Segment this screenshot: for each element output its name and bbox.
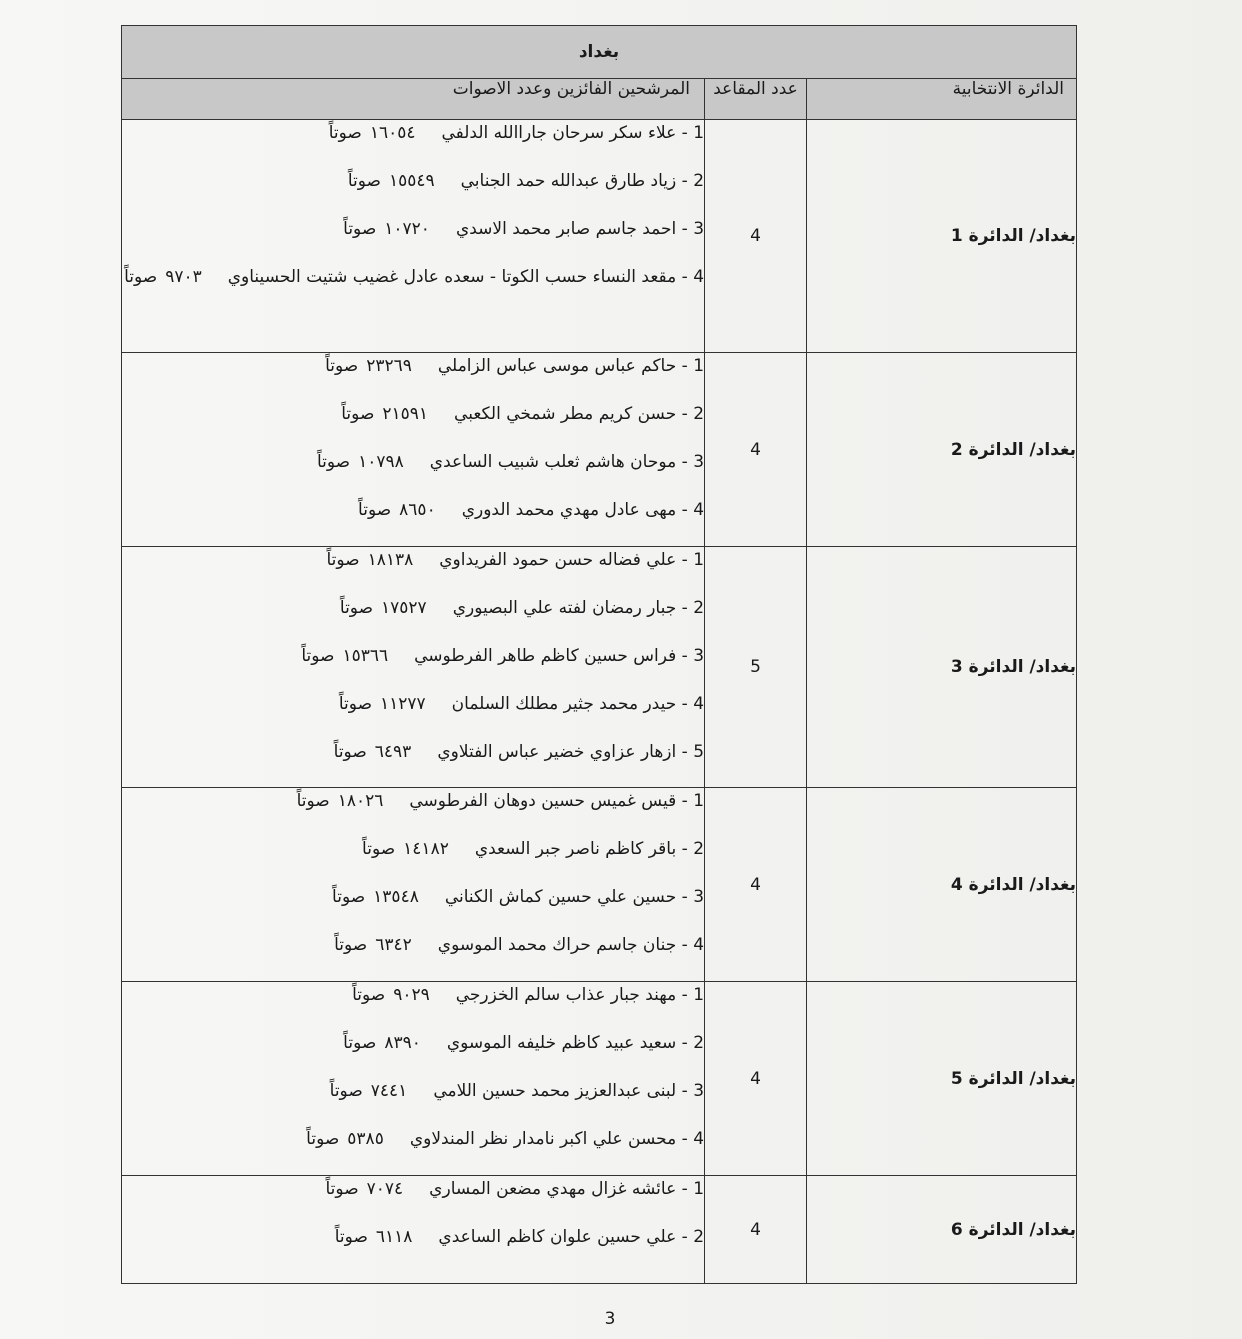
vote-number: ٦١١٨ <box>375 1227 413 1247</box>
candidate-name: مهند جبار عذاب سالم الخزرجي <box>455 985 677 1005</box>
candidate-name: حسين علي حسين كماش الكناني <box>444 887 677 907</box>
candidate-name: جنان جاسم حراك محمد الموسوي <box>437 935 677 955</box>
candidate-name: عائشه غزال مهدي مضعن المساري <box>429 1179 677 1199</box>
vote-count <box>343 216 430 242</box>
candidate-number: 1 - <box>681 356 705 376</box>
list-item <box>122 643 704 691</box>
list-item <box>122 353 704 401</box>
list-item <box>122 836 704 884</box>
candidate-number: 2 - <box>681 171 705 191</box>
vote-count <box>340 595 427 621</box>
candidate-number: 3 - <box>681 219 705 239</box>
list-item <box>122 788 704 836</box>
vote-count <box>334 739 412 765</box>
candidate-number: 4 - <box>681 1129 705 1149</box>
vote-number: ١١٢٧٧ <box>380 694 426 714</box>
vote-number: ٧٤٤١ <box>370 1081 408 1101</box>
candidate-name: علي فضاله حسن حمود الفريداوي <box>439 550 677 570</box>
seat-count: 4 <box>705 982 807 1176</box>
seat-count: 4 <box>705 788 807 982</box>
list-item <box>122 982 704 1030</box>
candidate-name: علاء سكر سرحان جاراالله الدلفي <box>441 123 677 143</box>
vote-count <box>301 643 388 669</box>
seat-count: 4 <box>705 120 807 353</box>
table-row <box>122 788 1077 982</box>
vote-count <box>124 264 202 290</box>
candidate-name: حيدر محمد جثير مطلك السلمان <box>451 694 677 714</box>
vote-count <box>352 982 430 1008</box>
list-item <box>122 932 704 980</box>
candidate-number: 3 - <box>681 1081 705 1101</box>
vote-unit: صوتاً <box>362 839 396 859</box>
district-name: بغداد/ الدائرة 4 <box>807 788 1077 982</box>
vote-count <box>358 497 436 523</box>
list-item <box>122 401 704 449</box>
candidate-list <box>122 788 704 980</box>
vote-number: ٩٠٢٩ <box>393 985 430 1005</box>
vote-unit: صوتاً <box>325 356 359 376</box>
candidate-name: مقعد النساء حسب الكوتا - سعده عادل غضيب شتيت الحسيناوي <box>227 267 677 287</box>
vote-number: ٨٣٩٠ <box>384 1033 421 1053</box>
candidates-cell <box>122 982 705 1176</box>
vote-unit: صوتاً <box>343 1033 377 1053</box>
seat-count: 4 <box>705 1176 807 1284</box>
vote-unit: صوتاً <box>358 500 392 520</box>
vote-count <box>329 120 416 146</box>
candidate-name: مهى عادل مهدي محمد الدوري <box>461 500 677 520</box>
candidate-number: 2 - <box>681 1033 705 1053</box>
candidate-number: 2 - <box>681 598 705 618</box>
vote-number: ٦٣٤٢ <box>375 935 412 955</box>
vote-unit: صوتاً <box>334 1227 368 1247</box>
candidate-number: 4 - <box>681 267 705 287</box>
candidate-number: 1 - <box>681 791 705 811</box>
vote-count <box>343 1030 421 1056</box>
vote-unit: صوتاً <box>338 694 373 714</box>
vote-unit: صوتاً <box>343 219 377 239</box>
list-item <box>122 1224 704 1272</box>
vote-unit: صوتاً <box>328 123 362 143</box>
candidate-number: 4 - <box>681 935 705 955</box>
vote-number: ١٠٧٢٠ <box>384 219 430 239</box>
candidate-name: قيس غميس حسين دوهان الفرطوسي <box>409 791 677 811</box>
vote-unit: صوتاً <box>296 791 330 811</box>
list-item <box>122 264 704 326</box>
vote-count <box>341 401 428 427</box>
vote-unit: صوتاً <box>341 404 375 424</box>
district-name: بغداد/ الدائرة 6 <box>807 1176 1077 1284</box>
vote-number: ١٣٥٤٨ <box>373 887 419 907</box>
vote-number: ١٧٥٢٧ <box>381 598 427 618</box>
vote-number: ٨٦٥٠ <box>399 500 436 520</box>
results-body <box>122 120 1077 1284</box>
candidate-number: 3 - <box>681 646 705 666</box>
vote-unit: صوتاً <box>329 1081 363 1101</box>
list-item <box>122 547 704 595</box>
list-item <box>122 497 704 545</box>
table-row <box>122 1176 1077 1284</box>
candidate-number: 1 - <box>681 123 705 143</box>
candidate-number: 1 - <box>681 1179 705 1199</box>
vote-number: ٢١٥٩١ <box>382 404 429 424</box>
vote-count <box>297 788 384 814</box>
candidate-name: حسن كريم مطر شمخي الكعبي <box>454 404 677 424</box>
list-item <box>122 1176 704 1224</box>
list-item <box>122 739 704 787</box>
district-name: بغداد/ الدائرة 2 <box>807 353 1077 547</box>
candidate-name: موحان هاشم ثعلب شبيب الساعدي <box>429 452 677 472</box>
candidate-number: 3 - <box>681 452 705 472</box>
seat-count: 4 <box>705 353 807 547</box>
vote-unit: صوتاً <box>326 550 360 570</box>
vote-count <box>326 547 413 573</box>
candidate-name: زياد طارق عبدالله حمد الجنابي <box>460 171 677 191</box>
list-item <box>122 1078 704 1126</box>
vote-number: ١٠٧٩٨ <box>358 452 404 472</box>
list-item <box>122 449 704 497</box>
vote-number: ٩٧٠٣ <box>165 267 202 287</box>
vote-count <box>339 691 426 717</box>
candidate-name: حاكم عباس موسى عباس الزاملي <box>437 356 677 376</box>
vote-unit: صوتاً <box>334 935 368 955</box>
candidate-list <box>122 982 704 1174</box>
candidate-name: محسن علي اكبر نامدار نظر المندلاوي <box>409 1129 677 1149</box>
vote-unit: صوتاً <box>333 742 367 762</box>
candidate-number: 2 - <box>681 404 705 424</box>
table-title-row <box>122 26 1077 79</box>
vote-unit: صوتاً <box>306 1129 340 1149</box>
candidate-number: 1 - <box>681 985 705 1005</box>
table-row <box>122 120 1077 353</box>
vote-count <box>332 884 419 910</box>
candidate-name: احمد جاسم صابر محمد الاسدي <box>455 219 677 239</box>
vote-unit: صوتاً <box>352 985 386 1005</box>
candidate-name: علي حسين علوان كاظم الساعدي <box>438 1227 677 1247</box>
vote-number: ١٥٣٦٦ <box>342 646 389 666</box>
vote-count <box>335 1224 413 1250</box>
header-district: الدائرة الانتخابية <box>807 79 1077 120</box>
candidate-name: فراس حسين كاظم طاهر الفرطوسي <box>414 646 677 666</box>
vote-unit: صوتاً <box>325 1179 359 1199</box>
list-item <box>122 1126 704 1174</box>
vote-count <box>330 1078 408 1104</box>
list-item <box>122 216 704 264</box>
candidate-list <box>122 1176 704 1272</box>
results-table <box>121 25 1077 1284</box>
candidates-cell <box>122 353 705 547</box>
candidate-list <box>122 353 704 545</box>
candidates-cell <box>122 120 705 353</box>
vote-unit: صوتاً <box>339 598 374 618</box>
header-row <box>122 79 1077 120</box>
vote-number: ١٦٠٥٤ <box>369 123 416 143</box>
candidate-number: 4 - <box>681 694 705 714</box>
candidate-number: 3 - <box>681 887 705 907</box>
table-row <box>122 353 1077 547</box>
vote-count <box>362 836 449 862</box>
vote-unit: صوتاً <box>347 171 381 191</box>
vote-number: ٦٤٩٣ <box>374 742 412 762</box>
list-item <box>122 691 704 739</box>
district-name: بغداد/ الدائرة 1 <box>807 120 1077 353</box>
vote-number: ٢٣٢٦٩ <box>366 356 412 376</box>
candidate-name: لبنى عبدالعزيز محمد حسين اللامي <box>433 1081 677 1101</box>
vote-count <box>306 1126 384 1152</box>
vote-unit: صوتاً <box>316 452 351 472</box>
vote-count <box>326 1176 404 1202</box>
list-item <box>122 120 704 168</box>
vote-number: ٥٣٨٥ <box>347 1129 384 1149</box>
candidate-number: 1 - <box>681 550 705 570</box>
header-seats: عدد المقاعد <box>705 79 807 120</box>
candidate-number: 2 - <box>681 839 705 859</box>
vote-count <box>325 353 412 379</box>
seat-count: 5 <box>705 547 807 788</box>
candidate-number: 4 - <box>681 500 705 520</box>
candidate-number: 5 - <box>681 742 705 762</box>
candidate-name: باقر كاظم ناصر جبر السعدي <box>474 839 677 859</box>
vote-number: ١٥٥٤٩ <box>388 171 435 191</box>
candidate-list <box>122 547 704 787</box>
vote-unit: صوتاً <box>332 887 366 907</box>
vote-unit: صوتاً <box>124 267 158 287</box>
header-candidates: المرشحين الفائزين وعدد الاصوات <box>122 79 705 120</box>
vote-number: ١٨١٣٨ <box>367 550 414 570</box>
candidates-cell <box>122 1176 705 1284</box>
page-number: 3 <box>604 1309 616 1329</box>
candidate-name: جبار رمضان لفته علي البصيوري <box>452 598 677 618</box>
list-item <box>122 884 704 932</box>
vote-number: ١٤١٨٢ <box>403 839 449 859</box>
candidate-list <box>122 120 704 326</box>
candidates-cell <box>122 788 705 982</box>
list-item <box>122 1030 704 1078</box>
candidate-name: سعيد عبيد كاظم خليفه الموسوي <box>446 1033 677 1053</box>
vote-number: ١٨٠٢٦ <box>337 791 384 811</box>
vote-count <box>334 932 412 958</box>
table-row <box>122 982 1077 1176</box>
district-name: بغداد/ الدائرة 3 <box>807 547 1077 788</box>
list-item <box>122 168 704 216</box>
vote-number: ٧٠٧٤ <box>366 1179 404 1199</box>
vote-count <box>317 449 404 475</box>
candidate-number: 2 - <box>681 1227 705 1247</box>
candidates-cell <box>122 547 705 788</box>
table-row <box>122 547 1077 788</box>
list-item <box>122 595 704 643</box>
district-name: بغداد/ الدائرة 5 <box>807 982 1077 1176</box>
vote-unit: صوتاً <box>301 646 335 666</box>
table-title: بغداد <box>122 26 1077 79</box>
vote-count <box>348 168 435 194</box>
candidate-name: ازهار عزاوي خضير عباس الفتلاوي <box>437 742 677 762</box>
